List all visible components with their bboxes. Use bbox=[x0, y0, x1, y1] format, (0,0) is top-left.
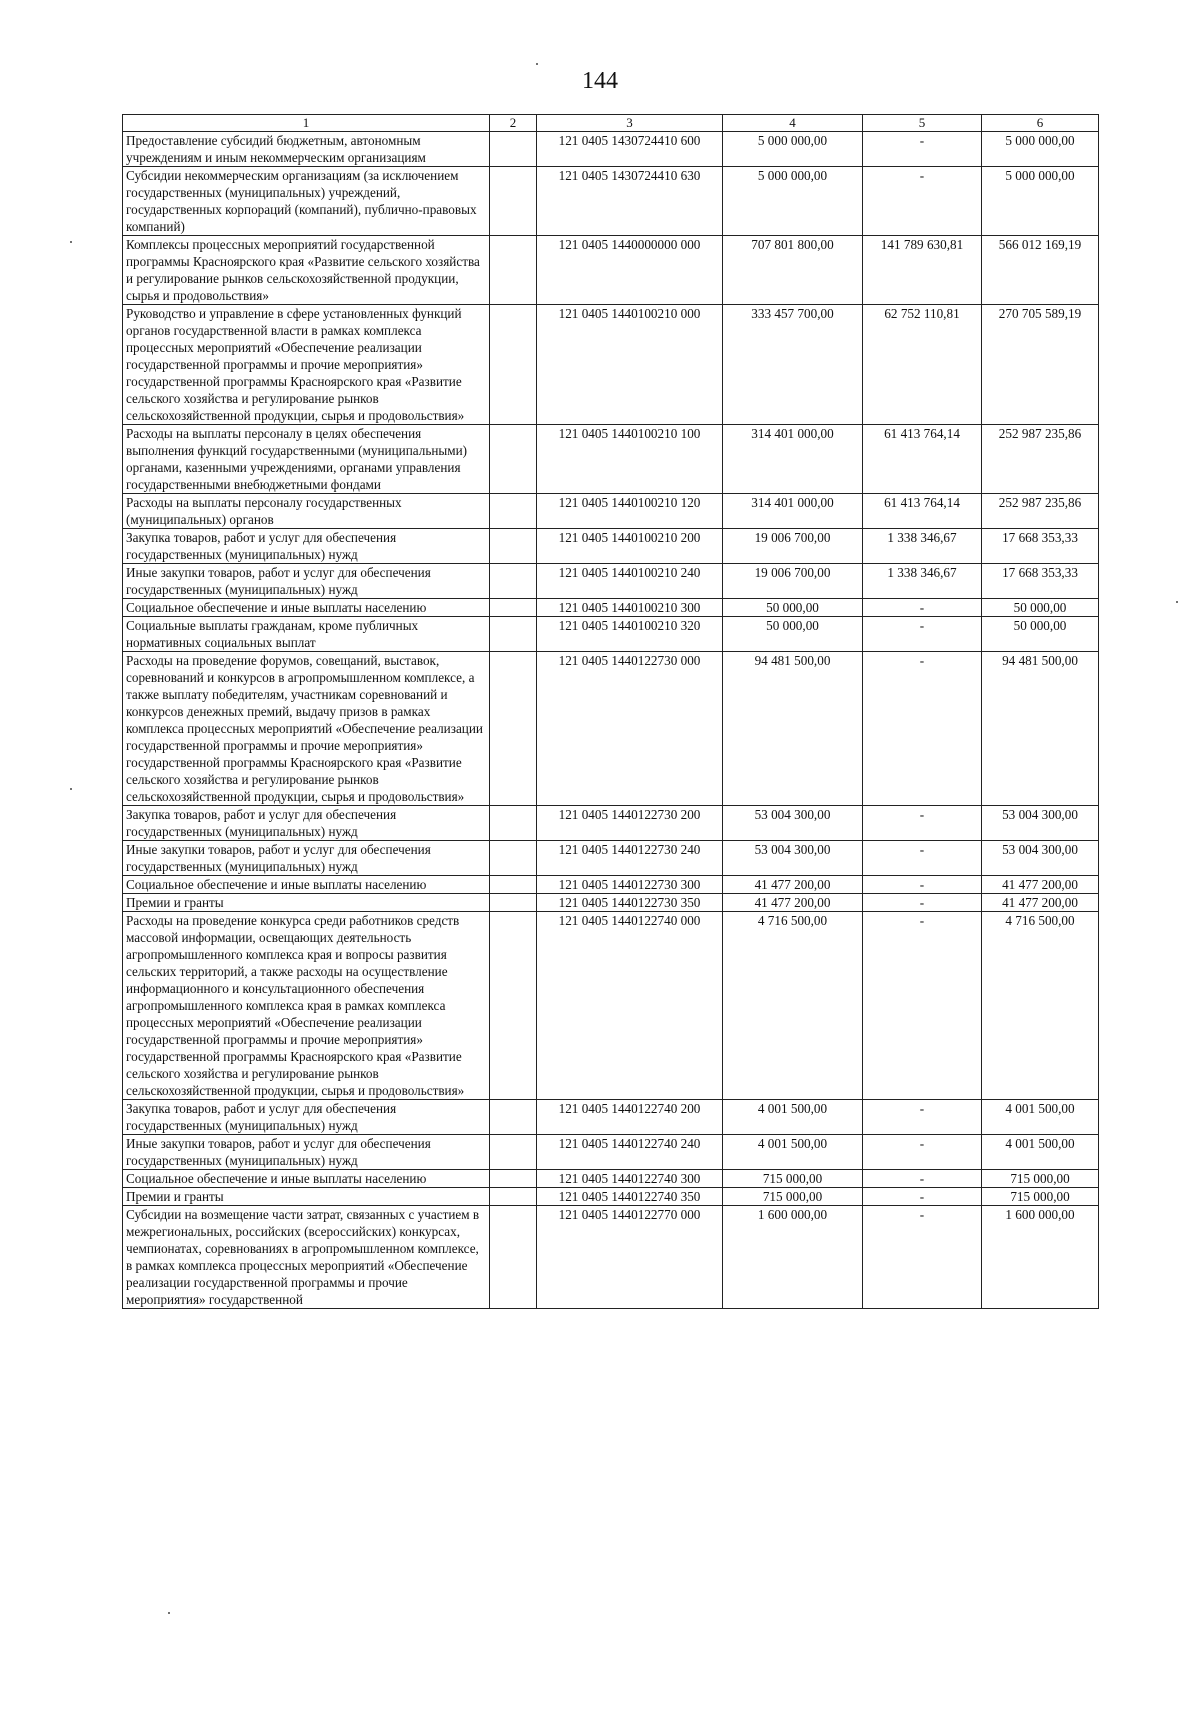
row-code-cell: 121 0405 1440122740 000 bbox=[537, 912, 723, 1100]
row-name-cell: Расходы на выплаты персоналу в целях обеспечения выполнения функций государственными (муниципальными) органами, казенными учреждениями, органами управления государственными внебюджетными фондами bbox=[123, 425, 490, 494]
row-executed-cell: - bbox=[863, 912, 982, 1100]
row-remainder-cell: 715 000,00 bbox=[982, 1170, 1099, 1188]
row-amount-cell: 53 004 300,00 bbox=[723, 841, 863, 876]
scan-speck bbox=[1176, 601, 1178, 603]
row-executed-cell: - bbox=[863, 652, 982, 806]
table-row bbox=[123, 599, 1099, 617]
row-code-cell: 121 0405 1440100210 300 bbox=[537, 599, 723, 617]
row-name-cell: Комплексы процессных мероприятий государственной программы Красноярского края «Развитие сельского хозяйства и регулирование рынков сельскохозяйственной продукции, сырья и продовольствия» bbox=[123, 236, 490, 305]
table-row bbox=[123, 617, 1099, 652]
row-code-cell: 121 0405 1430724410 600 bbox=[537, 132, 723, 167]
table-row bbox=[123, 876, 1099, 894]
row-code-cell: 121 0405 1440122740 240 bbox=[537, 1135, 723, 1170]
row-col2-cell bbox=[490, 876, 537, 894]
row-name-cell: Предоставление субсидий бюджетным, автономным учреждениям и иным некоммерческим организациям bbox=[123, 132, 490, 167]
table-row bbox=[123, 1135, 1099, 1170]
row-col2-cell bbox=[490, 425, 537, 494]
row-name-cell: Руководство и управление в сфере установленных функций органов государственной власти в рамках комплекса процессных мероприятий «Обеспечение реализации государственной программы и прочие мероприятия» государственной программы Красноярского края «Развитие сельского хозяйства и регулирование рынков сельскохозяйственной продукции, сырья и продовольствия» bbox=[123, 305, 490, 425]
row-code-cell: 121 0405 1440100210 100 bbox=[537, 425, 723, 494]
scan-speck bbox=[536, 63, 538, 65]
header-col-2: 2 bbox=[490, 115, 537, 132]
row-code-cell: 121 0405 1430724410 630 bbox=[537, 167, 723, 236]
row-amount-cell: 715 000,00 bbox=[723, 1188, 863, 1206]
row-name-cell: Расходы на выплаты персоналу государственных (муниципальных) органов bbox=[123, 494, 490, 529]
row-amount-cell: 41 477 200,00 bbox=[723, 894, 863, 912]
row-executed-cell: - bbox=[863, 1135, 982, 1170]
row-code-cell: 121 0405 1440100210 000 bbox=[537, 305, 723, 425]
row-amount-cell: 4 001 500,00 bbox=[723, 1100, 863, 1135]
row-name-cell: Иные закупки товаров, работ и услуг для обеспечения государственных (муниципальных) нужд bbox=[123, 841, 490, 876]
row-executed-cell: 61 413 764,14 bbox=[863, 494, 982, 529]
row-executed-cell: 62 752 110,81 bbox=[863, 305, 982, 425]
row-executed-cell: - bbox=[863, 1100, 982, 1135]
row-amount-cell: 314 401 000,00 bbox=[723, 425, 863, 494]
row-col2-cell bbox=[490, 1206, 537, 1309]
row-amount-cell: 5 000 000,00 bbox=[723, 167, 863, 236]
row-amount-cell: 94 481 500,00 bbox=[723, 652, 863, 806]
header-col-6: 6 bbox=[982, 115, 1099, 132]
row-col2-cell bbox=[490, 912, 537, 1100]
scan-speck bbox=[70, 788, 72, 790]
row-remainder-cell: 5 000 000,00 bbox=[982, 132, 1099, 167]
table-row bbox=[123, 1170, 1099, 1188]
row-name-cell: Расходы на проведение конкурса среди работников средств массовой информации, освещающих деятельность агропромышленного комплекса края и вопросы развития сельских территорий, а также расходы на осуществление информационного и консультационного обеспечения агропромышленного комплекса края в рамках комплекса процессных мероприятий «Обеспечение реализации государственной программы и прочие мероприятия» государственной программы Красноярского края «Развитие сельского хозяйства и регулирование рынков сельскохозяйственной продукции, сырья и продовольствия» bbox=[123, 912, 490, 1100]
row-col2-cell bbox=[490, 494, 537, 529]
row-remainder-cell: 53 004 300,00 bbox=[982, 806, 1099, 841]
row-amount-cell: 53 004 300,00 bbox=[723, 806, 863, 841]
row-code-cell: 121 0405 1440100210 120 bbox=[537, 494, 723, 529]
row-executed-cell: - bbox=[863, 1188, 982, 1206]
table-row bbox=[123, 912, 1099, 1100]
row-name-cell: Социальное обеспечение и иные выплаты населению bbox=[123, 599, 490, 617]
row-executed-cell: - bbox=[863, 841, 982, 876]
table-row bbox=[123, 236, 1099, 305]
table-row bbox=[123, 1188, 1099, 1206]
row-remainder-cell: 41 477 200,00 bbox=[982, 876, 1099, 894]
row-code-cell: 121 0405 1440122730 240 bbox=[537, 841, 723, 876]
row-name-cell: Иные закупки товаров, работ и услуг для обеспечения государственных (муниципальных) нужд bbox=[123, 564, 490, 599]
row-code-cell: 121 0405 1440122740 200 bbox=[537, 1100, 723, 1135]
row-executed-cell: - bbox=[863, 599, 982, 617]
table-row bbox=[123, 894, 1099, 912]
row-amount-cell: 4 716 500,00 bbox=[723, 912, 863, 1100]
row-remainder-cell: 94 481 500,00 bbox=[982, 652, 1099, 806]
row-amount-cell: 333 457 700,00 bbox=[723, 305, 863, 425]
row-remainder-cell: 4 716 500,00 bbox=[982, 912, 1099, 1100]
row-code-cell: 121 0405 1440122730 350 bbox=[537, 894, 723, 912]
row-amount-cell: 314 401 000,00 bbox=[723, 494, 863, 529]
row-code-cell: 121 0405 1440100210 320 bbox=[537, 617, 723, 652]
row-col2-cell bbox=[490, 132, 537, 167]
row-executed-cell: 141 789 630,81 bbox=[863, 236, 982, 305]
header-col-4: 4 bbox=[723, 115, 863, 132]
table-row bbox=[123, 806, 1099, 841]
table-row bbox=[123, 564, 1099, 599]
row-name-cell: Закупка товаров, работ и услуг для обеспечения государственных (муниципальных) нужд bbox=[123, 529, 490, 564]
header-col-3: 3 bbox=[537, 115, 723, 132]
row-col2-cell bbox=[490, 599, 537, 617]
row-code-cell: 121 0405 1440122740 300 bbox=[537, 1170, 723, 1188]
row-executed-cell: 1 338 346,67 bbox=[863, 564, 982, 599]
row-remainder-cell: 50 000,00 bbox=[982, 617, 1099, 652]
row-col2-cell bbox=[490, 1170, 537, 1188]
table-body bbox=[123, 132, 1099, 1309]
row-amount-cell: 4 001 500,00 bbox=[723, 1135, 863, 1170]
table-row bbox=[123, 1100, 1099, 1135]
header-col-5: 5 bbox=[863, 115, 982, 132]
row-code-cell: 121 0405 1440122730 300 bbox=[537, 876, 723, 894]
row-executed-cell: - bbox=[863, 1170, 982, 1188]
row-name-cell: Расходы на проведение форумов, совещаний, выставок, соревнований и конкурсов в агропромышленном комплексе, а также выплату победителям, участникам соревнований и конкурсов денежных премий, выдачу призов в рамках комплекса процессных мероприятий «Обеспечение реализации государственной программы и прочие мероприятия» государственной программы Красноярского края «Развитие сельского хозяйства и регулирование рынков сельскохозяйственной продукции, сырья и продовольствия» bbox=[123, 652, 490, 806]
table-row bbox=[123, 494, 1099, 529]
row-remainder-cell: 4 001 500,00 bbox=[982, 1135, 1099, 1170]
row-code-cell: 121 0405 1440122730 000 bbox=[537, 652, 723, 806]
row-col2-cell bbox=[490, 1188, 537, 1206]
page-number: 144 bbox=[582, 68, 618, 94]
row-col2-cell bbox=[490, 652, 537, 806]
budget-table bbox=[122, 114, 1099, 1309]
row-code-cell: 121 0405 1440100210 200 bbox=[537, 529, 723, 564]
row-amount-cell: 50 000,00 bbox=[723, 617, 863, 652]
row-amount-cell: 715 000,00 bbox=[723, 1170, 863, 1188]
table-row bbox=[123, 167, 1099, 236]
row-col2-cell bbox=[490, 841, 537, 876]
row-remainder-cell: 252 987 235,86 bbox=[982, 494, 1099, 529]
row-remainder-cell: 1 600 000,00 bbox=[982, 1206, 1099, 1309]
row-executed-cell: - bbox=[863, 894, 982, 912]
row-col2-cell bbox=[490, 529, 537, 564]
table-header-row bbox=[123, 115, 1099, 132]
row-remainder-cell: 5 000 000,00 bbox=[982, 167, 1099, 236]
row-executed-cell: 1 338 346,67 bbox=[863, 529, 982, 564]
row-remainder-cell: 17 668 353,33 bbox=[982, 529, 1099, 564]
row-code-cell: 121 0405 1440122730 200 bbox=[537, 806, 723, 841]
row-col2-cell bbox=[490, 564, 537, 599]
row-code-cell: 121 0405 1440100210 240 bbox=[537, 564, 723, 599]
row-name-cell: Субсидии на возмещение части затрат, связанных с участием в межрегиональных, российских (всероссийских) конкурсах, чемпионатах, соревнованиях в агропромышленном комплексе, в рамках комплекса процессных мероприятий «Обеспечение реализации государственной программы и прочие мероприятия» государственной bbox=[123, 1206, 490, 1309]
row-executed-cell: - bbox=[863, 1206, 982, 1309]
row-name-cell: Социальные выплаты гражданам, кроме публичных нормативных социальных выплат bbox=[123, 617, 490, 652]
row-remainder-cell: 715 000,00 bbox=[982, 1188, 1099, 1206]
table-row bbox=[123, 529, 1099, 564]
table-row bbox=[123, 841, 1099, 876]
row-col2-cell bbox=[490, 806, 537, 841]
row-col2-cell bbox=[490, 1135, 537, 1170]
row-remainder-cell: 41 477 200,00 bbox=[982, 894, 1099, 912]
header-col-1: 1 bbox=[123, 115, 490, 132]
row-name-cell: Премии и гранты bbox=[123, 1188, 490, 1206]
row-name-cell: Субсидии некоммерческим организациям (за исключением государственных (муниципальных) учреждений, государственных корпораций (компаний), публично-правовых компаний) bbox=[123, 167, 490, 236]
table-row bbox=[123, 652, 1099, 806]
row-executed-cell: - bbox=[863, 617, 982, 652]
row-executed-cell: - bbox=[863, 167, 982, 236]
row-executed-cell: 61 413 764,14 bbox=[863, 425, 982, 494]
row-amount-cell: 1 600 000,00 bbox=[723, 1206, 863, 1309]
row-remainder-cell: 17 668 353,33 bbox=[982, 564, 1099, 599]
scan-speck bbox=[70, 241, 72, 243]
row-remainder-cell: 53 004 300,00 bbox=[982, 841, 1099, 876]
table-row bbox=[123, 132, 1099, 167]
row-remainder-cell: 50 000,00 bbox=[982, 599, 1099, 617]
row-col2-cell bbox=[490, 617, 537, 652]
row-name-cell: Премии и гранты bbox=[123, 894, 490, 912]
table-row bbox=[123, 425, 1099, 494]
row-col2-cell bbox=[490, 167, 537, 236]
scan-speck bbox=[168, 1612, 170, 1614]
row-col2-cell bbox=[490, 236, 537, 305]
row-col2-cell bbox=[490, 1100, 537, 1135]
row-name-cell: Социальное обеспечение и иные выплаты населению bbox=[123, 876, 490, 894]
row-code-cell: 121 0405 1440122770 000 bbox=[537, 1206, 723, 1309]
row-amount-cell: 50 000,00 bbox=[723, 599, 863, 617]
row-code-cell: 121 0405 1440000000 000 bbox=[537, 236, 723, 305]
row-amount-cell: 19 006 700,00 bbox=[723, 529, 863, 564]
row-name-cell: Иные закупки товаров, работ и услуг для обеспечения государственных (муниципальных) нужд bbox=[123, 1135, 490, 1170]
row-name-cell: Закупка товаров, работ и услуг для обеспечения государственных (муниципальных) нужд bbox=[123, 1100, 490, 1135]
row-executed-cell: - bbox=[863, 132, 982, 167]
row-executed-cell: - bbox=[863, 876, 982, 894]
row-amount-cell: 5 000 000,00 bbox=[723, 132, 863, 167]
row-remainder-cell: 566 012 169,19 bbox=[982, 236, 1099, 305]
row-amount-cell: 41 477 200,00 bbox=[723, 876, 863, 894]
row-amount-cell: 19 006 700,00 bbox=[723, 564, 863, 599]
row-name-cell: Закупка товаров, работ и услуг для обеспечения государственных (муниципальных) нужд bbox=[123, 806, 490, 841]
row-col2-cell bbox=[490, 894, 537, 912]
row-remainder-cell: 270 705 589,19 bbox=[982, 305, 1099, 425]
row-code-cell: 121 0405 1440122740 350 bbox=[537, 1188, 723, 1206]
row-col2-cell bbox=[490, 305, 537, 425]
table-row bbox=[123, 1206, 1099, 1309]
row-name-cell: Социальное обеспечение и иные выплаты населению bbox=[123, 1170, 490, 1188]
row-remainder-cell: 252 987 235,86 bbox=[982, 425, 1099, 494]
row-amount-cell: 707 801 800,00 bbox=[723, 236, 863, 305]
table-row bbox=[123, 305, 1099, 425]
row-executed-cell: - bbox=[863, 806, 982, 841]
row-remainder-cell: 4 001 500,00 bbox=[982, 1100, 1099, 1135]
